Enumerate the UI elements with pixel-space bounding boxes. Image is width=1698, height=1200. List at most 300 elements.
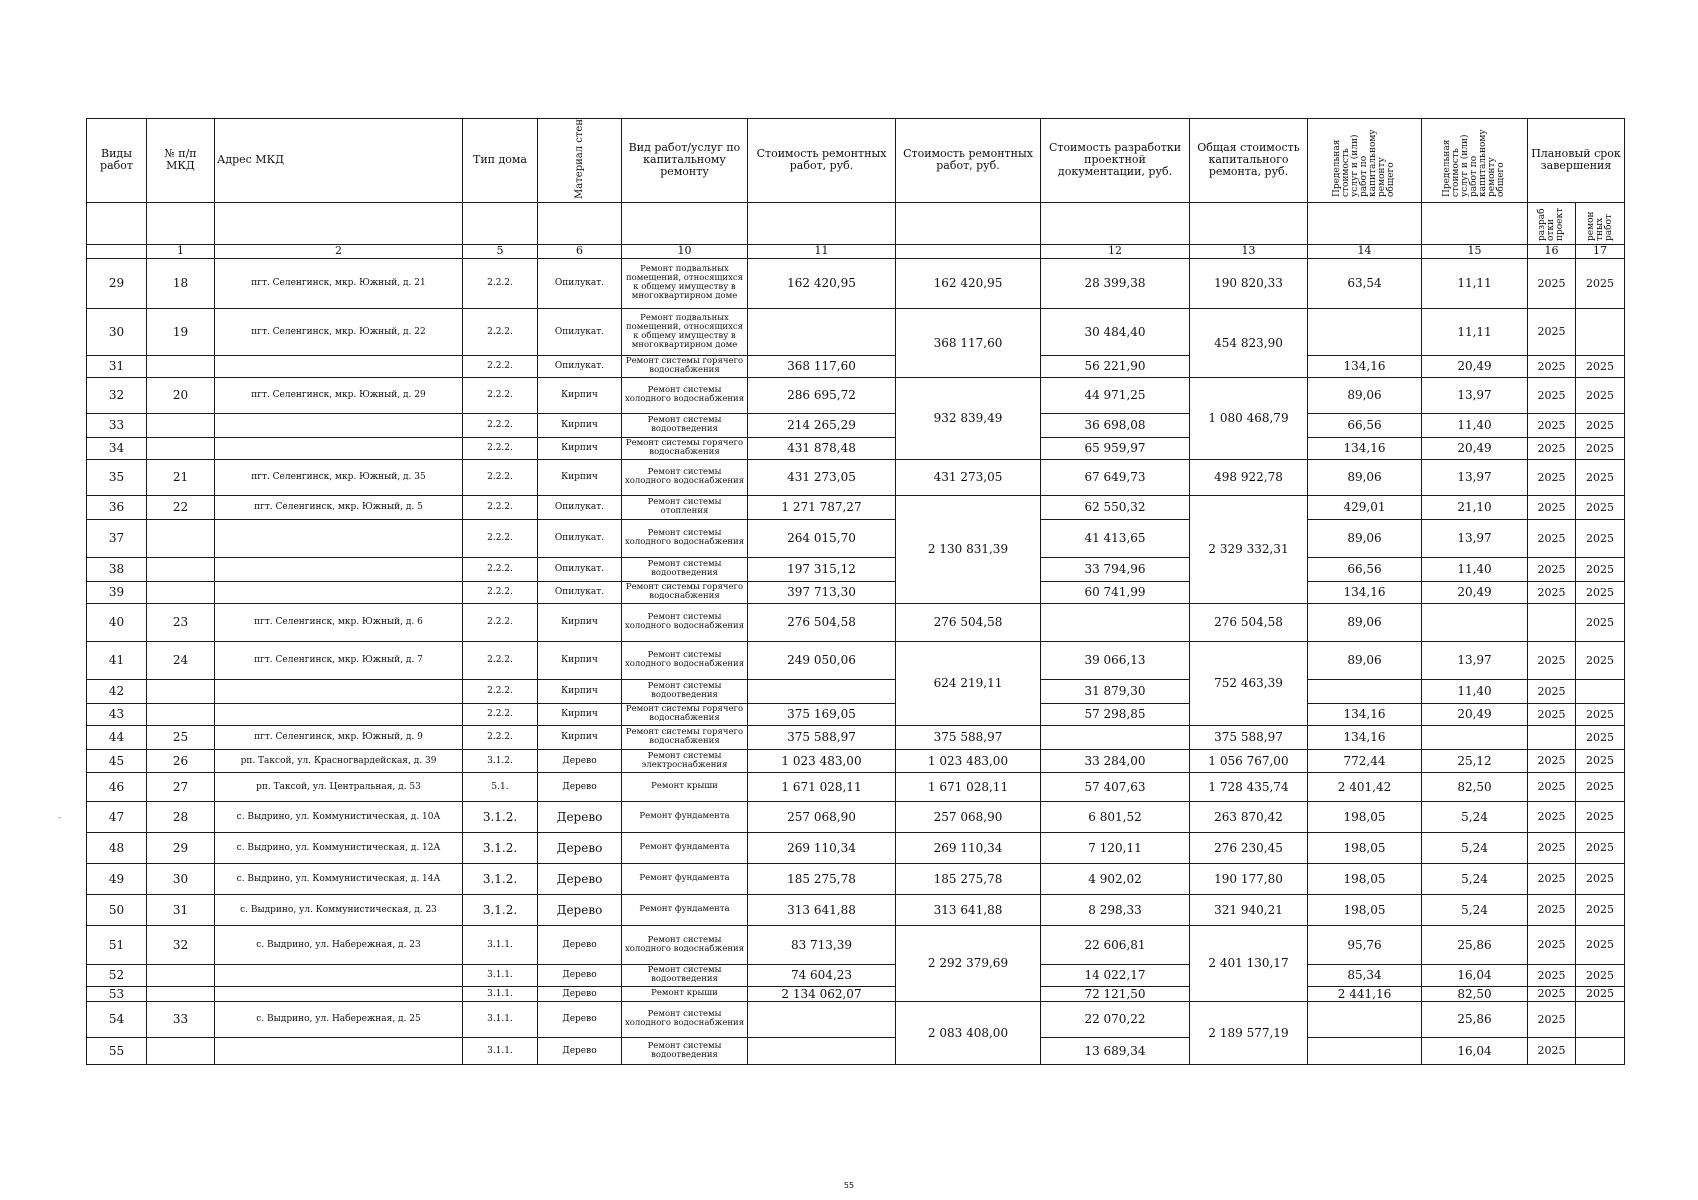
design-deadline-year: 2025 [1528,581,1576,603]
limit-cost-2: 11,40 [1422,679,1528,703]
sub-empty [896,202,1041,244]
design-cost: 72 121,50 [1041,986,1190,1001]
limit-cost-2: 82,50 [1422,772,1528,801]
house-type: 2.2.2. [463,581,538,603]
table-row [87,725,1625,749]
repair-cost-total: 2 130 831,39 [896,495,1041,603]
design-deadline-year: 2025 [1528,377,1576,413]
limit-cost-1: 429,01 [1308,495,1422,519]
design-deadline-year: 2025 [1528,413,1576,437]
limit-cost-1: 89,06 [1308,603,1422,641]
wall-material: Опилукат. [538,355,622,377]
work-type: Ремонт системы холодного водоснабжения [622,641,748,679]
house-type: 2.2.2. [463,557,538,581]
total-cost: 454 823,90 [1190,308,1308,377]
design-cost: 65 959,97 [1041,437,1190,459]
works-deadline-year [1576,679,1625,703]
repair-cost: 431 273,05 [748,459,896,495]
total-cost: 2 401 130,17 [1190,925,1308,1001]
row-number: 48 [87,832,147,863]
repair-cost: 214 265,29 [748,413,896,437]
wall-material: Дерево [538,863,622,894]
limit-cost-2: 5,24 [1422,863,1528,894]
address: пгт. Селенгинск, мкр. Южный, д. 22 [215,308,463,355]
total-cost: 498 922,78 [1190,459,1308,495]
design-cost: 44 971,25 [1041,377,1190,413]
table-row [87,772,1625,801]
works-deadline-year: 2025 [1576,894,1625,925]
address: с. Выдрино, ул. Коммунистическая, д. 10А [215,801,463,832]
column-number: 5 [463,244,538,258]
work-type: Ремонт системы холодного водоснабжения [622,1001,748,1037]
limit-cost-2 [1422,725,1528,749]
limit-cost-1: 85,34 [1308,964,1422,986]
row-number: 54 [87,1001,147,1037]
works-deadline-year: 2025 [1576,964,1625,986]
table-row [87,1037,1625,1064]
design-cost: 56 221,90 [1041,355,1190,377]
header-planned-deadline: Плановый срок завершения [1528,119,1625,203]
design-deadline-year: 2025 [1528,557,1576,581]
repair-cost: 431 878,48 [748,437,896,459]
sub-empty [87,202,147,244]
repair-cost: 2 134 062,07 [748,986,896,1001]
address: пгт. Селенгинск, мкр. Южный, д. 29 [215,377,463,413]
design-deadline-year: 2025 [1528,519,1576,557]
total-cost: 375 588,97 [1190,725,1308,749]
repair-cost-total: 932 839,49 [896,377,1041,459]
work-type: Ремонт системы электроснабжения [622,749,748,772]
table-row [87,925,1625,964]
works-deadline-year [1576,1037,1625,1064]
limit-cost-2: 11,40 [1422,557,1528,581]
limit-cost-1 [1308,1037,1422,1064]
header-wall-material-text: Материал стен [574,119,585,199]
design-deadline-year [1528,603,1576,641]
wall-material: Кирпич [538,641,622,679]
column-number [896,244,1041,258]
mkd-number [147,986,215,1001]
repair-cost-total: 257 068,90 [896,801,1041,832]
house-type: 2.2.2. [463,377,538,413]
repair-cost: 397 713,30 [748,581,896,603]
table-row [87,749,1625,772]
work-type: Ремонт системы холодного водоснабжения [622,377,748,413]
mkd-number [147,355,215,377]
limit-cost-2: 11,40 [1422,413,1528,437]
repair-cost-total: 2 292 379,69 [896,925,1041,1001]
repair-cost: 83 713,39 [748,925,896,964]
limit-cost-2: 20,49 [1422,437,1528,459]
address [215,581,463,603]
design-cost: 67 649,73 [1041,459,1190,495]
limit-cost-1: 89,06 [1308,519,1422,557]
work-type: Ремонт системы горячего водоснабжения [622,437,748,459]
house-type: 2.2.2. [463,355,538,377]
header-wall-material [538,119,622,203]
house-type: 2.2.2. [463,495,538,519]
limit-cost-1: 198,05 [1308,832,1422,863]
wall-material: Опилукат. [538,308,622,355]
sub-empty [622,202,748,244]
row-number: 35 [87,459,147,495]
work-type: Ремонт системы горячего водоснабжения [622,703,748,725]
address [215,519,463,557]
row-number: 46 [87,772,147,801]
row-number: 37 [87,519,147,557]
limit-cost-1: 89,06 [1308,377,1422,413]
design-deadline-year: 2025 [1528,894,1576,925]
sub-empty [748,202,896,244]
header-limit-cost-2-text: Предельная стоимость услуг и (или) работ по капитальному ремонту общего [1442,129,1506,197]
table-row [87,832,1625,863]
table-row [87,308,1625,355]
limit-cost-2: 13,97 [1422,519,1528,557]
work-type: Ремонт фундамента [622,863,748,894]
wall-material: Дерево [538,772,622,801]
column-number: 14 [1308,244,1422,258]
works-deadline-year: 2025 [1576,557,1625,581]
repair-cost-total: 624 219,11 [896,641,1041,725]
repair-cost-total: 269 110,34 [896,832,1041,863]
repair-cost-total: 276 504,58 [896,603,1041,641]
wall-material: Опилукат. [538,557,622,581]
wall-material: Кирпич [538,459,622,495]
works-deadline-year: 2025 [1576,641,1625,679]
header-works-deadline-text: ремон тных работ [1585,211,1614,241]
work-type: Ремонт системы холодного водоснабжения [622,459,748,495]
limit-cost-2 [1422,603,1528,641]
limit-cost-2: 25,86 [1422,925,1528,964]
repair-program-table [86,118,1625,1065]
repair-cost: 269 110,34 [748,832,896,863]
design-deadline-year: 2025 [1528,641,1576,679]
table-row [87,377,1625,413]
house-type: 5.1. [463,772,538,801]
house-type: 2.2.2. [463,519,538,557]
row-number: 30 [87,308,147,355]
sub-empty [215,202,463,244]
wall-material: Кирпич [538,603,622,641]
design-deadline-year: 2025 [1528,355,1576,377]
limit-cost-1: 134,16 [1308,437,1422,459]
total-cost: 190 820,33 [1190,258,1308,308]
mkd-number [147,413,215,437]
header-design-deadline-text: разраб отки проект [1537,207,1565,241]
mkd-number: 32 [147,925,215,964]
work-type: Ремонт фундамента [622,832,748,863]
design-cost [1041,725,1190,749]
limit-cost-2: 11,11 [1422,308,1528,355]
address: пгт. Селенгинск, мкр. Южный, д. 7 [215,641,463,679]
works-deadline-year: 2025 [1576,772,1625,801]
repair-cost-total: 2 083 408,00 [896,1001,1041,1064]
repair-cost: 249 050,06 [748,641,896,679]
house-type: 3.1.1. [463,925,538,964]
repair-cost-total: 162 420,95 [896,258,1041,308]
design-deadline-year: 2025 [1528,679,1576,703]
table-row [87,863,1625,894]
address: рп. Таксой, ул. Центральная, д. 53 [215,772,463,801]
sub-empty [1422,202,1528,244]
page-number: 55 [843,1181,855,1190]
work-type: Ремонт системы водоотведения [622,413,748,437]
mkd-number [147,581,215,603]
house-type: 2.2.2. [463,459,538,495]
house-type: 2.2.2. [463,308,538,355]
table-row [87,495,1625,519]
design-deadline-year: 2025 [1528,986,1576,1001]
wall-material: Дерево [538,925,622,964]
address: пгт. Селенгинск, мкр. Южный, д. 9 [215,725,463,749]
address [215,679,463,703]
header-design-deadline [1528,202,1576,244]
works-deadline-year: 2025 [1576,863,1625,894]
repair-cost [748,679,896,703]
column-number [87,244,147,258]
total-cost: 2 329 332,31 [1190,495,1308,603]
address: с. Выдрино, ул. Набережная, д. 23 [215,925,463,964]
design-cost: 8 298,33 [1041,894,1190,925]
wall-material: Кирпич [538,413,622,437]
wall-material: Опилукат. [538,495,622,519]
limit-cost-2: 13,97 [1422,377,1528,413]
column-number: 11 [748,244,896,258]
works-deadline-year: 2025 [1576,495,1625,519]
limit-cost-1: 198,05 [1308,863,1422,894]
design-deadline-year: 2025 [1528,832,1576,863]
table-row [87,258,1625,308]
header-design-cost: Стоимость разработки проектной документации, руб. [1041,119,1190,203]
house-type: 2.2.2. [463,725,538,749]
house-type: 3.1.1. [463,964,538,986]
house-type: 3.1.1. [463,1001,538,1037]
address: с. Выдрино, ул. Коммунистическая, д. 23 [215,894,463,925]
table-row [87,964,1625,986]
limit-cost-2: 20,49 [1422,581,1528,603]
mkd-number [147,519,215,557]
column-number: 10 [622,244,748,258]
repair-cost: 197 315,12 [748,557,896,581]
repair-cost-total: 375 588,97 [896,725,1041,749]
address [215,1037,463,1064]
design-deadline-year: 2025 [1528,308,1576,355]
work-type: Ремонт системы горячего водоснабжения [622,355,748,377]
house-type: 2.2.2. [463,703,538,725]
limit-cost-2: 25,12 [1422,749,1528,772]
limit-cost-1: 134,16 [1308,725,1422,749]
address [215,557,463,581]
work-type: Ремонт системы холодного водоснабжения [622,603,748,641]
house-type: 2.2.2. [463,437,538,459]
table-row [87,1001,1625,1037]
repair-cost: 368 117,60 [748,355,896,377]
limit-cost-2: 25,86 [1422,1001,1528,1037]
header-mkd-number: № п/п МКД [147,119,215,203]
row-number: 50 [87,894,147,925]
column-number-row [87,244,1625,258]
house-type: 2.2.2. [463,413,538,437]
column-number: 1 [147,244,215,258]
repair-cost: 185 275,78 [748,863,896,894]
row-number: 52 [87,964,147,986]
work-type: Ремонт крыши [622,772,748,801]
address: пгт. Селенгинск, мкр. Южный, д. 5 [215,495,463,519]
design-deadline-year: 2025 [1528,495,1576,519]
wall-material: Опилукат. [538,519,622,557]
repair-cost: 1 023 483,00 [748,749,896,772]
limit-cost-2: 5,24 [1422,801,1528,832]
works-deadline-year: 2025 [1576,703,1625,725]
address: с. Выдрино, ул. Коммунистическая, д. 12А [215,832,463,863]
repair-cost: 1 671 028,11 [748,772,896,801]
table-row [87,581,1625,603]
header-vidy-rabot: Виды работ [87,119,147,203]
design-cost: 36 698,08 [1041,413,1190,437]
design-cost: 22 070,22 [1041,1001,1190,1037]
works-deadline-year: 2025 [1576,581,1625,603]
limit-cost-1 [1308,1001,1422,1037]
work-type: Ремонт системы холодного водоснабжения [622,925,748,964]
design-cost: 14 022,17 [1041,964,1190,986]
design-deadline-year: 2025 [1528,801,1576,832]
house-type: 3.1.2. [463,832,538,863]
design-cost: 39 066,13 [1041,641,1190,679]
table-row [87,459,1625,495]
header-repair-cost-total: Стоимость ремонтных работ, руб. [896,119,1041,203]
works-deadline-year: 2025 [1576,258,1625,308]
work-type: Ремонт системы горячего водоснабжения [622,725,748,749]
row-number: 40 [87,603,147,641]
design-deadline-year: 2025 [1528,258,1576,308]
wall-material: Дерево [538,894,622,925]
design-deadline-year [1528,725,1576,749]
works-deadline-year: 2025 [1576,603,1625,641]
mkd-number: 23 [147,603,215,641]
table-row [87,703,1625,725]
design-cost: 41 413,65 [1041,519,1190,557]
sub-empty [538,202,622,244]
row-number: 41 [87,641,147,679]
wall-material: Опилукат. [538,258,622,308]
mkd-number [147,557,215,581]
repair-cost: 257 068,90 [748,801,896,832]
header-limit-cost-1-text: Предельная стоимость услуг и (или) работ по капитальному ремонту общего [1332,129,1396,197]
works-deadline-year: 2025 [1576,355,1625,377]
repair-cost: 375 588,97 [748,725,896,749]
limit-cost-2: 11,11 [1422,258,1528,308]
repair-cost-total: 431 273,05 [896,459,1041,495]
address: с. Выдрино, ул. Набережная, д. 25 [215,1001,463,1037]
wall-material: Дерево [538,749,622,772]
address [215,437,463,459]
mkd-number: 21 [147,459,215,495]
works-deadline-year: 2025 [1576,801,1625,832]
work-type: Ремонт системы водоотведения [622,1037,748,1064]
work-type: Ремонт системы водоотведения [622,964,748,986]
column-number: 17 [1576,244,1625,258]
design-cost: 28 399,38 [1041,258,1190,308]
repair-cost-total: 313 641,88 [896,894,1041,925]
column-number: 12 [1041,244,1190,258]
work-type: Ремонт крыши [622,986,748,1001]
wall-material: Дерево [538,964,622,986]
house-type: 3.1.1. [463,1037,538,1064]
table-row [87,801,1625,832]
margin-mark: - [58,813,61,822]
mkd-number: 24 [147,641,215,679]
design-deadline-year: 2025 [1528,772,1576,801]
works-deadline-year: 2025 [1576,832,1625,863]
works-deadline-year: 2025 [1576,749,1625,772]
mkd-number: 19 [147,308,215,355]
address: пгт. Селенгинск, мкр. Южный, д. 6 [215,603,463,641]
row-number: 29 [87,258,147,308]
design-cost: 30 484,40 [1041,308,1190,355]
total-cost: 276 504,58 [1190,603,1308,641]
repair-cost: 286 695,72 [748,377,896,413]
works-deadline-year: 2025 [1576,413,1625,437]
design-cost [1041,603,1190,641]
column-number: 2 [215,244,463,258]
table-row [87,679,1625,703]
limit-cost-1 [1308,308,1422,355]
sub-empty [1190,202,1308,244]
works-deadline-year: 2025 [1576,377,1625,413]
mkd-number: 33 [147,1001,215,1037]
limit-cost-1: 2 401,42 [1308,772,1422,801]
mkd-number: 26 [147,749,215,772]
repair-cost-total: 368 117,60 [896,308,1041,377]
row-number: 34 [87,437,147,459]
house-type: 2.2.2. [463,641,538,679]
works-deadline-year: 2025 [1576,459,1625,495]
works-deadline-year: 2025 [1576,925,1625,964]
address: пгт. Селенгинск, мкр. Южный, д. 21 [215,258,463,308]
limit-cost-1: 134,16 [1308,703,1422,725]
repair-cost [748,1001,896,1037]
row-number: 32 [87,377,147,413]
wall-material: Дерево [538,832,622,863]
row-number: 43 [87,703,147,725]
limit-cost-2: 16,04 [1422,964,1528,986]
row-number: 42 [87,679,147,703]
table-row [87,437,1625,459]
address [215,964,463,986]
limit-cost-1: 66,56 [1308,557,1422,581]
table-row [87,986,1625,1001]
house-type: 3.1.2. [463,749,538,772]
design-deadline-year: 2025 [1528,1001,1576,1037]
address: пгт. Селенгинск, мкр. Южный, д. 35 [215,459,463,495]
repair-cost: 162 420,95 [748,258,896,308]
row-number: 53 [87,986,147,1001]
works-deadline-year [1576,308,1625,355]
mkd-number: 18 [147,258,215,308]
limit-cost-2: 20,49 [1422,703,1528,725]
design-cost: 6 801,52 [1041,801,1190,832]
column-number: 15 [1422,244,1528,258]
table-row [87,519,1625,557]
address [215,986,463,1001]
address: рп. Таксой, ул. Красногвардейская, д. 39 [215,749,463,772]
column-number: 13 [1190,244,1308,258]
limit-cost-1: 134,16 [1308,355,1422,377]
limit-cost-1: 63,54 [1308,258,1422,308]
mkd-number: 29 [147,832,215,863]
mkd-number [147,1037,215,1064]
header-repair-cost: Стоимость ремонтных работ, руб. [748,119,896,203]
